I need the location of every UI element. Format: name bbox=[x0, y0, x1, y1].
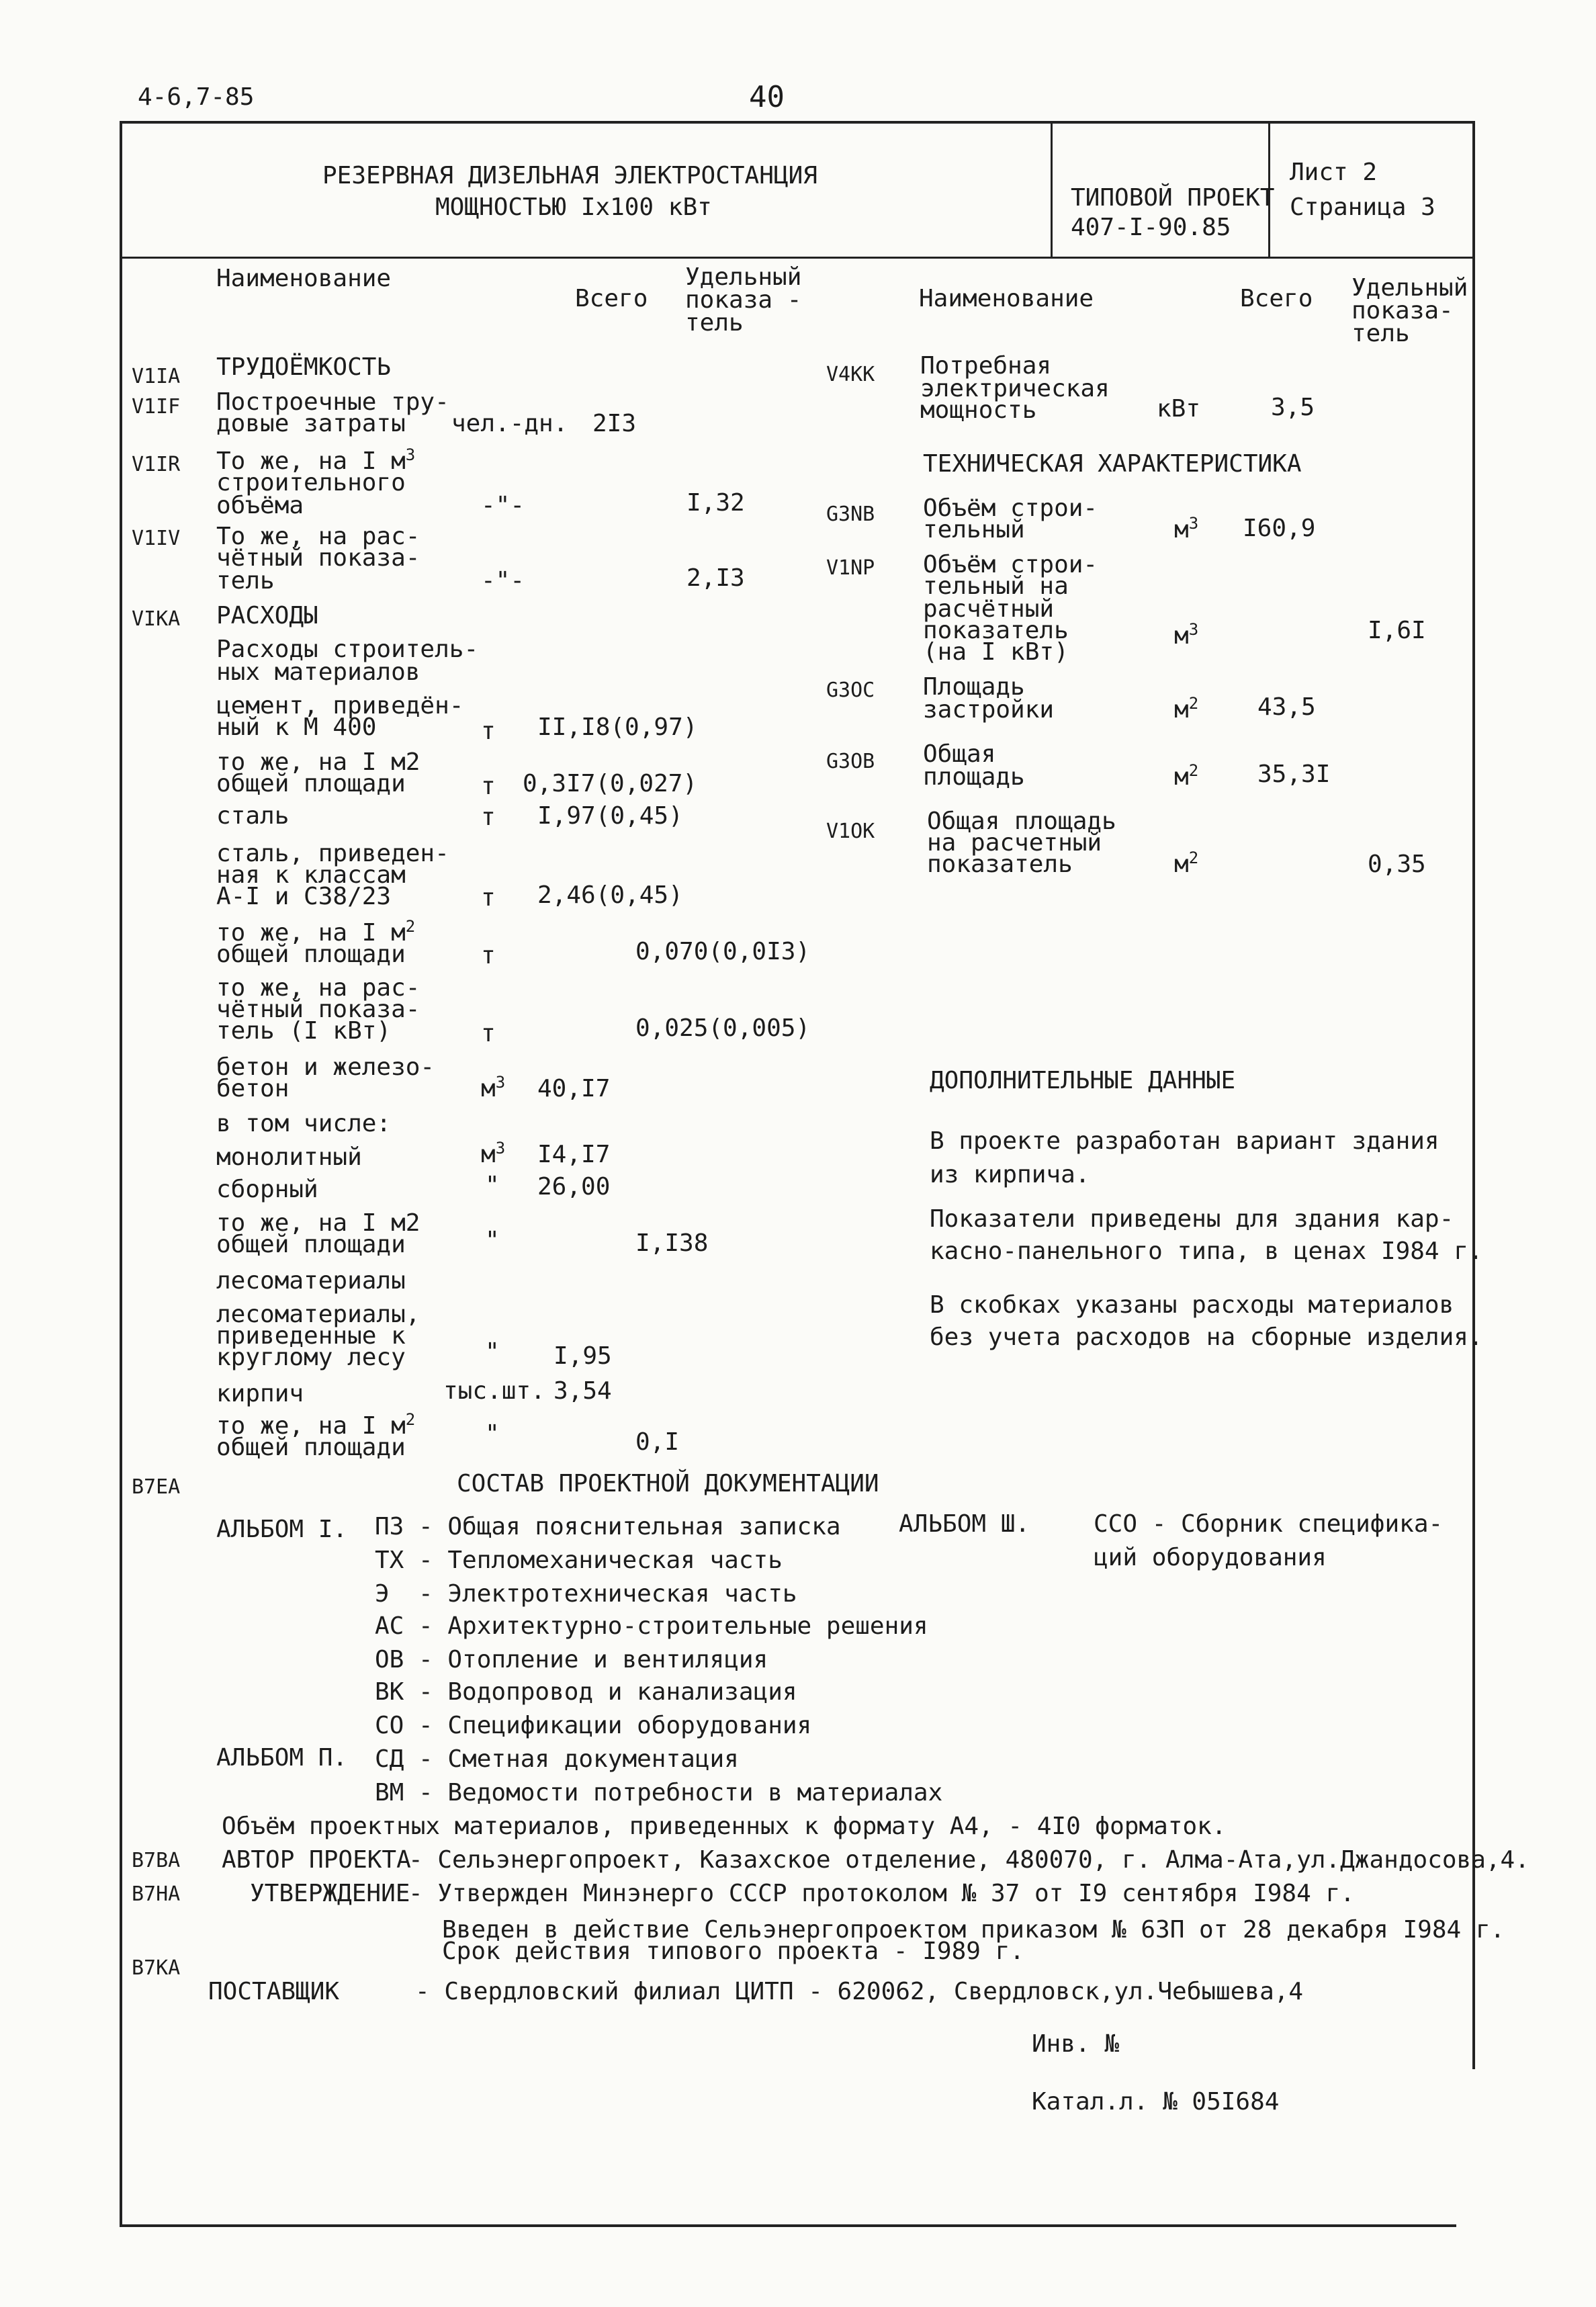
document-code: 4-6,7-85 bbox=[138, 83, 255, 111]
row-unit: т bbox=[481, 803, 496, 831]
row-specific: I,32 bbox=[686, 489, 745, 517]
row-unit: " bbox=[485, 1172, 500, 1199]
row-name: То же, на рас- bbox=[216, 523, 420, 550]
row-unit: $м^2$ bbox=[1174, 761, 1199, 791]
row-name: довые затраты bbox=[216, 410, 406, 437]
row-name: Общая площадь bbox=[927, 808, 1116, 835]
row-unit: т bbox=[481, 942, 496, 969]
row-total: I60,9 bbox=[1243, 515, 1316, 542]
row-unit: $м^3$ bbox=[481, 1139, 506, 1168]
row-name: электрическая bbox=[920, 375, 1110, 402]
right-col-total: Всего bbox=[1240, 285, 1313, 312]
row-name: то же, на рас- bbox=[216, 974, 420, 1002]
document-list-item: ОВ - Отопление и вентиляция bbox=[375, 1646, 768, 1673]
row-name: застройки bbox=[923, 696, 1055, 724]
right-col-specific-3: тель bbox=[1351, 320, 1410, 347]
document-list-item: Э - Электротехническая часть bbox=[375, 1580, 797, 1608]
row-name: показатель bbox=[927, 851, 1073, 878]
row-name: Объём строи- bbox=[923, 494, 1098, 522]
row-name: (на I кВт) bbox=[923, 638, 1069, 666]
page-number: 40 bbox=[749, 80, 785, 114]
row-name: монолитный bbox=[216, 1143, 362, 1171]
row-unit: чел.-дн. bbox=[451, 410, 568, 437]
row-name: Объём строи- bbox=[923, 551, 1098, 578]
row-total: 0,3I7(0,027) bbox=[523, 770, 698, 797]
project-label: ТИПОВОЙ ПРОЕКТ bbox=[1071, 184, 1275, 212]
row-specific: 2,I3 bbox=[686, 564, 745, 592]
frame-right bbox=[1472, 121, 1475, 2069]
row-name: То же, на I $м^3$ bbox=[216, 445, 416, 475]
row-total: 43,5 bbox=[1257, 693, 1316, 721]
sheet-label: Лист 2 bbox=[1290, 159, 1378, 186]
row-total: I,97(0,45) bbox=[537, 802, 683, 830]
row-name: А-I и С38/23 bbox=[216, 883, 392, 910]
row-code: V4KK bbox=[826, 363, 875, 386]
supplier-value: - Свердловский филиал ЦИТП - 620062, Свердловск,ул.Чебышева,4 bbox=[415, 1978, 1304, 2005]
row-name: то же, на I $м^2$ bbox=[216, 917, 416, 947]
row-name: чётный показа- bbox=[216, 996, 420, 1023]
row-total: 3,5 bbox=[1271, 394, 1315, 421]
document-title: РЕЗЕРВНАЯ ДИЗЕЛЬНАЯ ЭЛЕКТРОСТАНЦИЯ bbox=[322, 162, 817, 189]
row-total: II,I8(0,97) bbox=[537, 713, 698, 741]
supplier-label: ПОСТАВЩИК bbox=[208, 1978, 340, 2005]
row-name: Расходы строитель- bbox=[216, 636, 479, 663]
row-total: I4,I7 bbox=[537, 1141, 611, 1168]
album-item: ций оборудования bbox=[1094, 1544, 1327, 1571]
document-list-item: СО - Спецификации оборудования bbox=[375, 1712, 812, 1739]
row-name: сборный bbox=[216, 1176, 318, 1203]
row-code: G3OC bbox=[826, 679, 875, 702]
row-name: лесоматериалы bbox=[216, 1267, 406, 1295]
row-code: G3NB bbox=[826, 503, 875, 526]
composition-heading: СОСТАВ ПРОЕКТНОЙ ДОКУМЕНТАЦИИ bbox=[457, 1470, 879, 1497]
row-name: Площадь bbox=[923, 673, 1025, 701]
title-block-divider-1 bbox=[1051, 121, 1053, 258]
album-item: ССО - Сборник специфика- bbox=[1094, 1510, 1444, 1538]
right-col-specific-1: Удельный bbox=[1351, 274, 1468, 302]
row-name: тельный на bbox=[923, 572, 1069, 600]
row-name: бетон и железо- bbox=[216, 1053, 435, 1081]
approval-value: - Утвержден Минэнерго СССР протоколом № 37 от I9 сентября I984 г. bbox=[408, 1880, 1355, 1907]
row-unit: тыс.шт. bbox=[443, 1377, 545, 1405]
row-name: Построечные тру- bbox=[216, 388, 449, 416]
approval-label: УТВЕРЖДЕНИЕ bbox=[250, 1880, 410, 1907]
volume-note: Объём проектных материалов, приведенных к формату А4, - 4I0 форматок. bbox=[222, 1813, 1227, 1840]
row-name: приведенные к bbox=[216, 1322, 406, 1350]
row-unit: -"- bbox=[481, 567, 525, 595]
row-code: B7KA bbox=[132, 1956, 181, 1980]
row-name: бетон bbox=[216, 1075, 290, 1102]
row-unit: т bbox=[481, 1020, 496, 1047]
row-code: V1IV bbox=[132, 527, 181, 550]
row-name: тель bbox=[216, 567, 275, 595]
row-name: ная к классам bbox=[216, 861, 406, 889]
row-name: сталь bbox=[216, 802, 290, 830]
row-code: V1NP bbox=[826, 556, 875, 580]
catalog-number: Катал.л. № 05I684 bbox=[1032, 2088, 1280, 2116]
section-heading: ТЕХНИЧЕСКАЯ ХАРАКТЕРИСТИКА bbox=[923, 450, 1302, 478]
row-unit: " bbox=[485, 1338, 500, 1366]
row-name: общей площади bbox=[216, 1231, 406, 1258]
title-block-bottom bbox=[120, 257, 1475, 259]
document-list-item: ТХ - Тепломеханическая часть bbox=[375, 1547, 783, 1574]
album-label: АЛЬБОМ I. bbox=[216, 1516, 348, 1543]
row-name: общей площади bbox=[216, 1434, 406, 1461]
document-list-item: ВМ - Ведомости потребности в материалах bbox=[375, 1779, 943, 1807]
frame-bottom bbox=[120, 2224, 1456, 2227]
album-label: АЛЬБОМ П. bbox=[216, 1744, 348, 1772]
row-unit: $м^2$ bbox=[1174, 694, 1199, 724]
row-unit: $м^3$ bbox=[1174, 620, 1199, 650]
left-col-specific-3: тель bbox=[685, 309, 744, 337]
inventory-number: Инв. № bbox=[1032, 2030, 1120, 2058]
left-col-total: Всего bbox=[575, 285, 648, 312]
row-total: 2,46(0,45) bbox=[537, 881, 683, 909]
row-code: V1IR bbox=[132, 453, 181, 476]
page-label: Страница 3 bbox=[1290, 193, 1435, 221]
row-name: кирпич bbox=[216, 1380, 304, 1407]
project-number: 407-I-90.85 bbox=[1071, 214, 1231, 241]
section-heading: ТРУДОЁМКОСТЬ bbox=[216, 353, 392, 381]
additional-heading: ДОПОЛНИТЕЛЬНЫЕ ДАННЫЕ bbox=[930, 1067, 1236, 1094]
paragraph-line: из кирпича. bbox=[930, 1161, 1090, 1188]
row-name: ный к М 400 bbox=[216, 713, 377, 741]
row-name: цемент, приведён- bbox=[216, 692, 464, 720]
frame-left bbox=[120, 121, 122, 2227]
row-specific: 0,070(0,0I3) bbox=[635, 938, 811, 965]
row-unit: т bbox=[481, 717, 496, 745]
row-name: ных материалов bbox=[216, 658, 420, 686]
left-col-name: Наименование bbox=[216, 265, 392, 292]
row-code: V1OK bbox=[826, 820, 875, 843]
row-unit: $м^3$ bbox=[481, 1073, 506, 1102]
row-total: 40,I7 bbox=[537, 1075, 611, 1102]
row-unit: -"- bbox=[481, 492, 525, 519]
row-name: Общая bbox=[923, 740, 996, 768]
row-code: B7BA bbox=[132, 1849, 181, 1872]
row-specific: 0,025(0,005) bbox=[635, 1014, 811, 1042]
row-name: то же, на I м2 bbox=[216, 1209, 420, 1237]
row-total: 35,3I bbox=[1257, 760, 1331, 788]
row-unit: $м^3$ bbox=[1174, 514, 1199, 543]
row-name: объёма bbox=[216, 492, 304, 519]
paragraph-line: Показатели приведены для здания кар- bbox=[930, 1205, 1454, 1233]
row-specific: 0,35 bbox=[1368, 851, 1426, 878]
paragraph-line: касно-панельного типа, в ценах I984 г. bbox=[930, 1237, 1483, 1265]
row-code: G3OB bbox=[826, 750, 875, 773]
row-code: B7HA bbox=[132, 1882, 181, 1906]
section-heading: РАСХОДЫ bbox=[216, 602, 318, 629]
enacted-note: Введен в действие Сельэнергопроектом приказом № 63П от 28 декабря I984 г. bbox=[442, 1916, 1505, 1944]
row-unit: " bbox=[485, 1227, 500, 1254]
paragraph-line: без учета расходов на сборные изделия. bbox=[930, 1323, 1483, 1351]
row-code: VIKA bbox=[132, 607, 181, 631]
frame-top bbox=[120, 121, 1475, 124]
album-label: АЛЬБОМ Ш. bbox=[899, 1510, 1030, 1538]
row-name: то же, на I $м^2$ bbox=[216, 1410, 416, 1440]
document-list-item: СД - Сметная документация bbox=[375, 1745, 739, 1773]
left-col-specific-1: Удельный bbox=[685, 263, 802, 291]
row-total: I,95 bbox=[553, 1342, 612, 1370]
row-code: B7EA bbox=[132, 1475, 181, 1499]
validity-note: Срок действия типового проекта - I989 г. bbox=[442, 1938, 1024, 1965]
row-unit: кВт bbox=[1157, 395, 1201, 423]
right-col-specific-2: показа- bbox=[1351, 297, 1454, 324]
row-name: мощность bbox=[920, 396, 1037, 424]
left-col-specific-2: показа - bbox=[685, 286, 802, 314]
author-value: - Сельэнергопроект, Казахское отделение, 480070, г. Алма-Ата,ул.Джандосова,4. bbox=[408, 1846, 1530, 1874]
row-name: чётный показа- bbox=[216, 544, 420, 572]
row-name: то же, на I м2 bbox=[216, 748, 420, 776]
row-specific: I,I38 bbox=[635, 1229, 709, 1257]
paragraph-line: В скобках указаны расходы материалов bbox=[930, 1291, 1454, 1319]
row-code: V1IF bbox=[132, 395, 181, 419]
document-list-item: АС - Архитектурно-строительные решения bbox=[375, 1612, 928, 1640]
row-name: в том числе: bbox=[216, 1110, 392, 1137]
row-name: круглому лесу bbox=[216, 1344, 406, 1371]
row-name: Потребная bbox=[920, 352, 1052, 380]
right-col-name: Наименование bbox=[919, 285, 1094, 312]
document-list-item: ПЗ - Общая пояснительная записка bbox=[375, 1513, 841, 1540]
row-name: на расчетный bbox=[927, 829, 1102, 857]
row-unit: т bbox=[481, 773, 496, 800]
row-specific: I,6I bbox=[1368, 617, 1426, 644]
row-name: общей площади bbox=[216, 770, 406, 797]
row-unit: т bbox=[481, 884, 496, 912]
row-name: показатель bbox=[923, 617, 1069, 644]
row-total: 3,54 bbox=[553, 1377, 612, 1405]
row-unit: $м^2$ bbox=[1174, 848, 1199, 878]
row-name: тель (I кВт) bbox=[216, 1017, 392, 1045]
row-name: сталь, приведен- bbox=[216, 840, 449, 867]
document-list-item: ВК - Водопровод и канализация bbox=[375, 1678, 797, 1706]
row-total: 2I3 bbox=[592, 410, 637, 437]
row-specific: 0,I bbox=[635, 1428, 680, 1456]
paragraph-line: В проекте разработан вариант здания bbox=[930, 1127, 1439, 1155]
row-name: строительного bbox=[216, 469, 406, 496]
row-name: тельный bbox=[923, 516, 1025, 543]
author-label: АВТОР ПРОЕКТА bbox=[222, 1846, 411, 1874]
document-subtitle: МОЩНОСТЬЮ Iх100 кВт bbox=[435, 193, 712, 221]
row-name: лесоматериалы, bbox=[216, 1301, 420, 1328]
row-name: площадь bbox=[923, 763, 1025, 791]
row-total: 26,00 bbox=[537, 1173, 611, 1201]
row-code: V1IA bbox=[132, 365, 181, 388]
row-unit: " bbox=[485, 1420, 500, 1448]
row-name: общей площади bbox=[216, 941, 406, 968]
row-name: расчётный bbox=[923, 595, 1055, 623]
